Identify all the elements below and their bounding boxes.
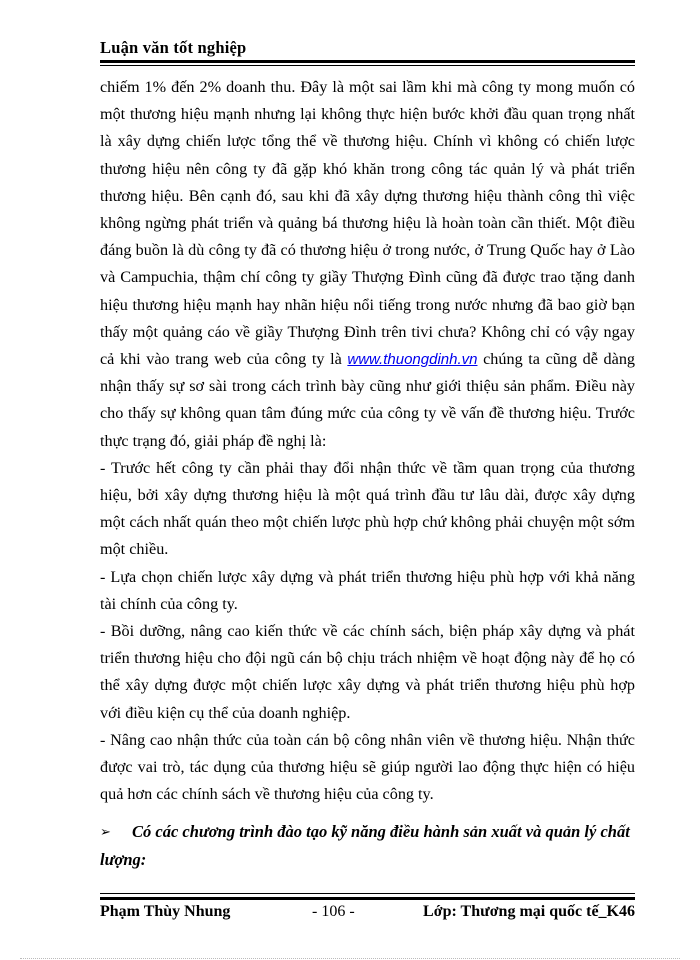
bullet-item: - Trước hết công ty cần phải thay đổi nhận thức về tầm quan trọng của thương hiệu, bởi xây dựng thương hiệu là một quá trình đầu tư lâu dài, được xây dựng một cách nhất quán theo một chiến lược phù hợp chứ không phải chuyện một sớm một chiều. — [100, 458, 635, 559]
page-boundary-line — [20, 958, 680, 959]
paragraph-text-1: chiếm 1% đến 2% doanh thu. Đây là một sai lầm khi mà công ty mong muốn có một thương hiệu mạnh nhưng lại không thực hiện bước khởi đầu quan trọng nhất là xây dựng chiến lược tổng thể về thương hiệu. Chính vì không có chiến lược thương hiệu nên công ty đã gặp khó khăn trong công tác quản lý và phát triển thương hiệu. Bên cạnh đó, sau khi đã xây dựng thương hiệu thành công thì việc không ngừng phát triển và quảng bá thương hiệu là hoàn toàn cần thiết. Một điều đáng buồn là dù công ty đã có thương hiệu ở trong nước, ở Trung Quốc hay ở Lào và Campuchia, thậm chí công ty giầy Thượng Đình cũng đã được trao tặng danh hiệu thương hiệu mạnh hay nhãn hiệu nổi tiếng trong nước nhưng đã bao giờ bạn thấy một quảng cáo về giầy Thượng Đình trên tivi chưa? Không chỉ có vậy ngay cả khi vào trang web của công ty là — [100, 78, 635, 369]
page-number: - 106 - — [312, 903, 355, 920]
footer-author: Phạm Thùy Nhung — [100, 903, 231, 920]
website-link[interactable]: www.thuongdinh.vn — [347, 351, 478, 369]
body-text — [100, 74, 635, 808]
section-heading — [100, 818, 635, 873]
section-heading-text: Có các chương trình đào tạo kỹ năng điều hành sản xuất và quản lý chất lượng: — [100, 822, 630, 869]
footer-class: Lớp: Thương mại quốc tế_K46 — [423, 903, 635, 920]
paragraph — [100, 74, 635, 455]
document-title: Luận văn tốt nghiệp — [100, 38, 247, 57]
bullet-item: - Nâng cao nhận thức của toàn cán bộ công nhân viên về thương hiệu. Nhận thức được vai trò, tác dụng của thương hiệu sẽ giúp người lao động thực hiện có hiệu quả hơn các chính sách về thương hiệu của công ty. — [100, 730, 635, 804]
paragraph-text-2: chúng ta cũng dễ dàng nhận thấy sự sơ sài trong cách trình bày cũng như giới thiệu sản phẩm. Điều này cho thấy sự không quan tâm đúng mức của công ty về vấn đề thương hiệu. Trước thực trạng đó, giải pháp đề nghị là: — [100, 350, 636, 450]
footer-rule-thin — [100, 893, 635, 894]
header-rule-thick — [100, 60, 635, 63]
bullet-item: - Lựa chọn chiến lược xây dựng và phát triển thương hiệu phù hợp với khả năng tài chính của công ty. — [100, 567, 635, 613]
footer-rule-thick — [100, 897, 635, 900]
arrow-bullet-icon: ➢ — [100, 825, 111, 840]
bullet-item: - Bồi dưỡng, nâng cao kiến thức về các chính sách, biện pháp xây dựng và phát triển thương hiệu cho đội ngũ cán bộ chịu trách nhiệm về hoạt động này để họ có thể xây dựng được một chiến lược xây dựng và phát triển thương hiệu phù hợp với điều kiện cụ thể của doanh nghiệp. — [100, 622, 635, 722]
header-rule-thin — [100, 65, 635, 66]
